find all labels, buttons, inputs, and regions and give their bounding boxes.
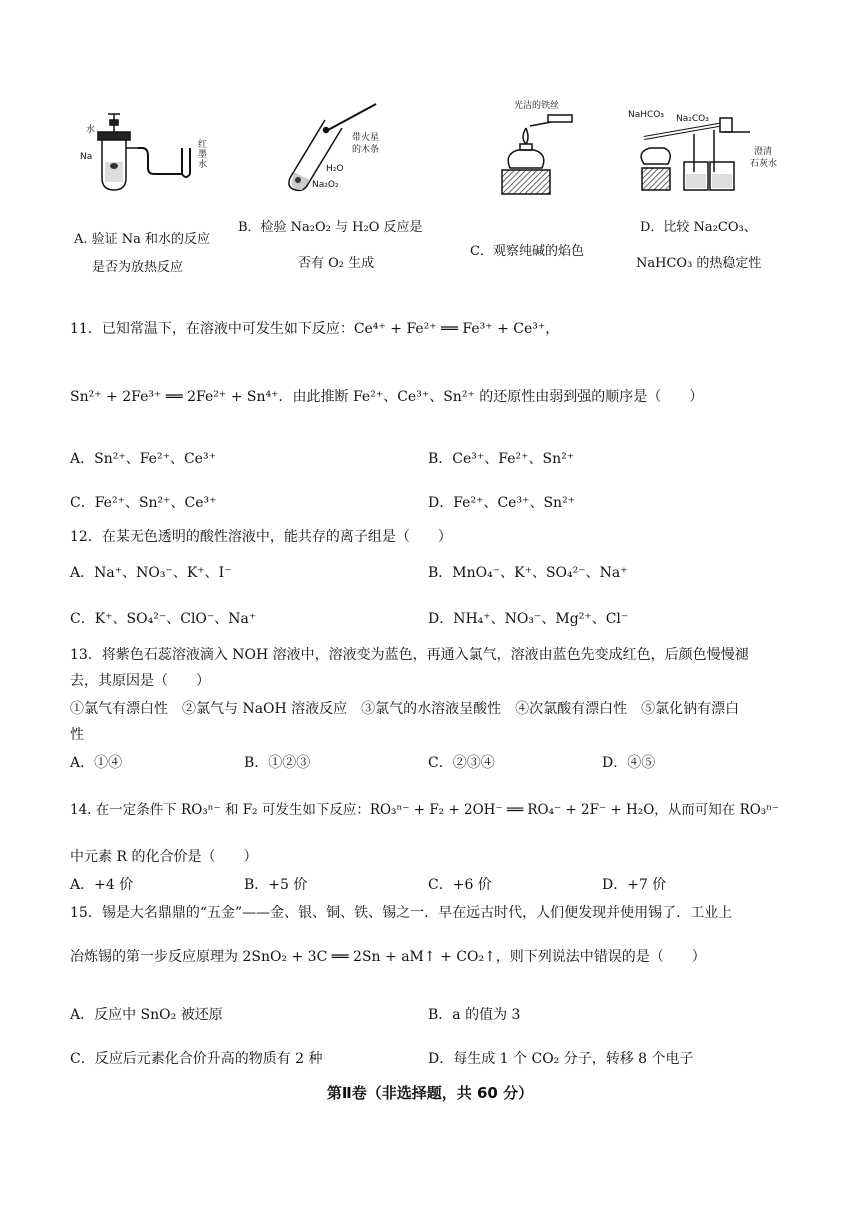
caption-c: C．观察纯碱的焰色 [470,244,584,259]
q15-option-b[interactable]: B．a 的值为 3 [428,1007,521,1023]
q14-stem-line1: 14. 在一定条件下 RO₃ⁿ⁻ 和 F₂ 可发生如下反应：RO₃ⁿ⁻ + F₂ + 2OH⁻ ══ RO₄⁻ + 2F⁻ + H₂O，从而可知在 RO₃ⁿ⁻ [70,802,780,818]
caption-d-line2: NaHCO₃ 的热稳定性 [636,256,762,271]
figure-c [490,98,590,198]
q15-option-d[interactable]: D．每生成 1 个 CO₂ 分子，转移 8 个电子 [428,1051,694,1067]
q11-option-b[interactable]: B．Ce³⁺、Fe²⁺、Sn²⁺ [428,451,575,467]
figure-a [72,108,222,203]
caption-a-line1: A. 验证 Na 和水的反应 [74,232,211,247]
q11-stem-line2: Sn²⁺ + 2Fe³⁺ ══ 2Fe²⁺ + Sn⁴⁺．由此推断 Fe²⁺、Ce³⁺、Sn²⁺ 的还原性由弱到强的顺序是（ ） [70,389,704,405]
q13-stem-line3: ①氯气有漂白性 ②氯气与 NaOH 溶液反应 ③氯气的水溶液呈酸性 ④次氯酸有漂白性 ⑤氯化钠有漂白 [70,701,740,717]
caption-b-line1: B．检验 Na₂O₂ 与 H₂O 反应是 [238,220,423,235]
label-na2co3: Na₂CO₃ [676,114,709,124]
caption-d-line1: D．比较 Na₂CO₃、 [640,220,757,235]
section-title: 第Ⅱ卷（非选择题，共 60 分） [326,1084,534,1102]
q13-stem-line4: 性 [70,727,84,743]
caption-d [638,214,761,278]
label-splint-1: 带火星 [352,133,380,143]
label-h2o: H₂O [326,164,344,174]
q12-option-a[interactable]: A．Na⁺、NO₃⁻、K⁺、I⁻ [70,565,232,581]
label-iron-wire: 光洁的铁丝 [514,101,560,111]
q13-option-d[interactable]: D．④⑤ [602,755,656,771]
q14-option-d[interactable]: D．+7 价 [602,877,667,893]
q15-option-c[interactable]: C．反应后元素化合价升高的物质有 2 种 [70,1051,323,1067]
caption-b [238,214,423,278]
q12-stem: 12．在某无色透明的酸性溶液中，能共存的离子组是（ ） [70,529,452,545]
figure-d [624,106,794,198]
q14-stem-line2: 中元素 R 的化合价是（ ） [70,849,258,865]
q11-option-c[interactable]: C．Fe²⁺、Sn²⁺、Ce³⁺ [70,495,217,511]
q12-option-d[interactable]: D．NH₄⁺、NO₃⁻、Mg²⁺、Cl⁻ [428,611,629,627]
q15-stem-line2: 冶炼锡的第一步反应原理为 2SnO₂ + 3C ══ 2Sn + aM↑ + CO₂↑，则下列说法中错误的是（ ） [70,949,706,965]
label-limewater-2: 石灰水 [750,159,778,169]
q13-stem-line1: 13．将紫色石蕊溶液滴入 NOH 溶液中，溶液变为蓝色，再通入氯气，溶液由蓝色先变成红色，后颜色慢慢褪 [70,647,749,663]
q13-stem-line2: 去，其原因是（ ） [70,673,210,689]
label-na2o2: Na₂O₂ [312,180,339,190]
label-splint-2: 的木条 [352,145,380,155]
q13-option-b[interactable]: B．①②③ [244,755,311,771]
alcohol-lamp-icon [490,98,590,198]
label-limewater-1: 澄清 [754,147,773,157]
q15-stem-line1: 15．锡是大名鼎鼎的“五金”——金、银、铜、铁、锡之一．早在远古时代，人们便发现并使用锡了．工业上 [70,905,733,921]
caption-a [74,226,210,282]
q11-option-d[interactable]: D．Fe²⁺、Ce³⁺、Sn²⁺ [428,495,576,511]
q14-option-c[interactable]: C．+6 价 [428,877,492,893]
label-na: Na [80,152,93,162]
q12-option-c[interactable]: C．K⁺、SO₄²⁻、ClO⁻、Na⁺ [70,611,257,627]
test-tube-b-icon [280,100,400,200]
q14-option-b[interactable]: B．+5 价 [244,877,308,893]
q15-option-a[interactable]: A．反应中 SnO₂ 被还原 [70,1007,223,1023]
caption-b-line2: 否有 O₂ 生成 [298,256,375,271]
q13-option-a[interactable]: A．①④ [70,755,123,771]
caption-a-line2: 是否为放热反应 [92,260,184,275]
q11-option-a[interactable]: A．Sn²⁺、Fe²⁺、Ce³⁺ [70,451,216,467]
label-nahco3: NaHCO₃ [628,110,664,120]
q14-option-a[interactable]: A．+4 价 [70,877,134,893]
q12-option-b[interactable]: B．MnO₄⁻、K⁺、SO₄²⁻、Na⁺ [428,565,628,581]
label-water: 水 [86,125,96,135]
label-red-ink: 红墨水 [198,140,208,170]
q13-option-c[interactable]: C．②③④ [428,755,495,771]
figure-b [280,100,400,200]
q11-stem-line1: 11．已知常温下，在溶液中可发生如下反应：Ce⁴⁺ + Fe²⁺ ══ Fe³⁺ + Ce³⁺， [70,321,560,337]
